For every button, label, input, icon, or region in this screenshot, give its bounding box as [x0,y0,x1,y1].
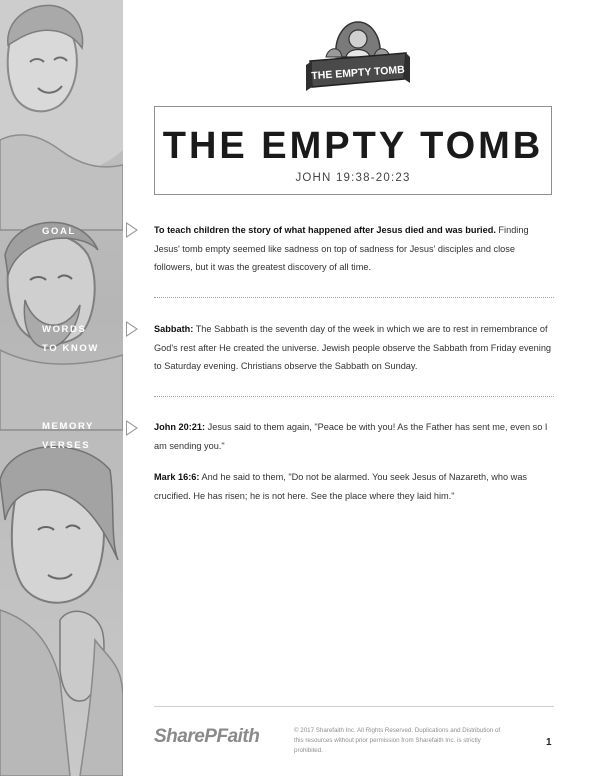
page-title: THE EMPTY TOMB [162,125,544,167]
vocab-definition: The Sabbath is the seventh day of the week in which we are to rest in remembrance of God's rest after He created the universe. Jewish people observe the Sabbath from Friday evening to Saturday evening. Christians observe the Sabbath on Sunday. [154,324,552,371]
goal-section [154,221,554,277]
section-divider [154,297,554,298]
words-to-know-section [154,320,554,376]
footer-divider [154,706,554,707]
words-arrow-icon [126,321,138,337]
character-illustration [0,0,123,776]
scripture-reference: JOHN 19:38-20:23 [295,172,411,184]
memory-verses-label-line1: MEMORY [42,421,94,432]
words-to-know-label-line1: WORDS [42,324,87,335]
sidebar-illustration [0,0,123,776]
vocab-term: Sabbath: [154,324,194,334]
goal-text: Finding Jesus' tomb empty seemed like sadness on top of sadness for Jesus' disciples and close followers, but it was the greatest discovery of all time. [154,225,529,272]
page-number: 1 [546,737,552,748]
goal-label: GOAL [42,226,76,237]
sharefaith-logo: SharePFaith [154,726,260,747]
title-box [154,106,552,195]
section-divider [154,396,554,397]
verse-reference: Mark 16:6: [154,472,200,482]
memory-verses-label-line2: VERSES [42,440,91,451]
logo-text: THE EMPTY TOMB [310,63,406,83]
words-to-know-label-line2: TO KNOW [42,343,99,354]
goal-arrow-icon [126,222,138,238]
memory-verse-1 [154,418,554,455]
memory-arrow-icon [126,420,138,436]
copyright-notice: © 2017 Sharefaith Inc. All Rights Reserved. Duplications and Distribution of this resources without prior permission from Sharefaith Inc. is strictly prohibited. [294,727,501,754]
memory-verse-2 [154,468,554,505]
verse-reference: John 20:21: [154,422,206,432]
lesson-logo [306,17,410,95]
verse-text: And he said to them, "Do not be alarmed. You seek Jesus of Nazareth, who was crucified. He has risen; he is not here. See the place where they laid him." [154,472,528,501]
verse-text: Jesus said to them again, "Peace be with you! As the Father has sent me, even so I am sending you." [154,422,548,451]
goal-statement: To teach children the story of what happened after Jesus died and was buried. [154,225,496,235]
